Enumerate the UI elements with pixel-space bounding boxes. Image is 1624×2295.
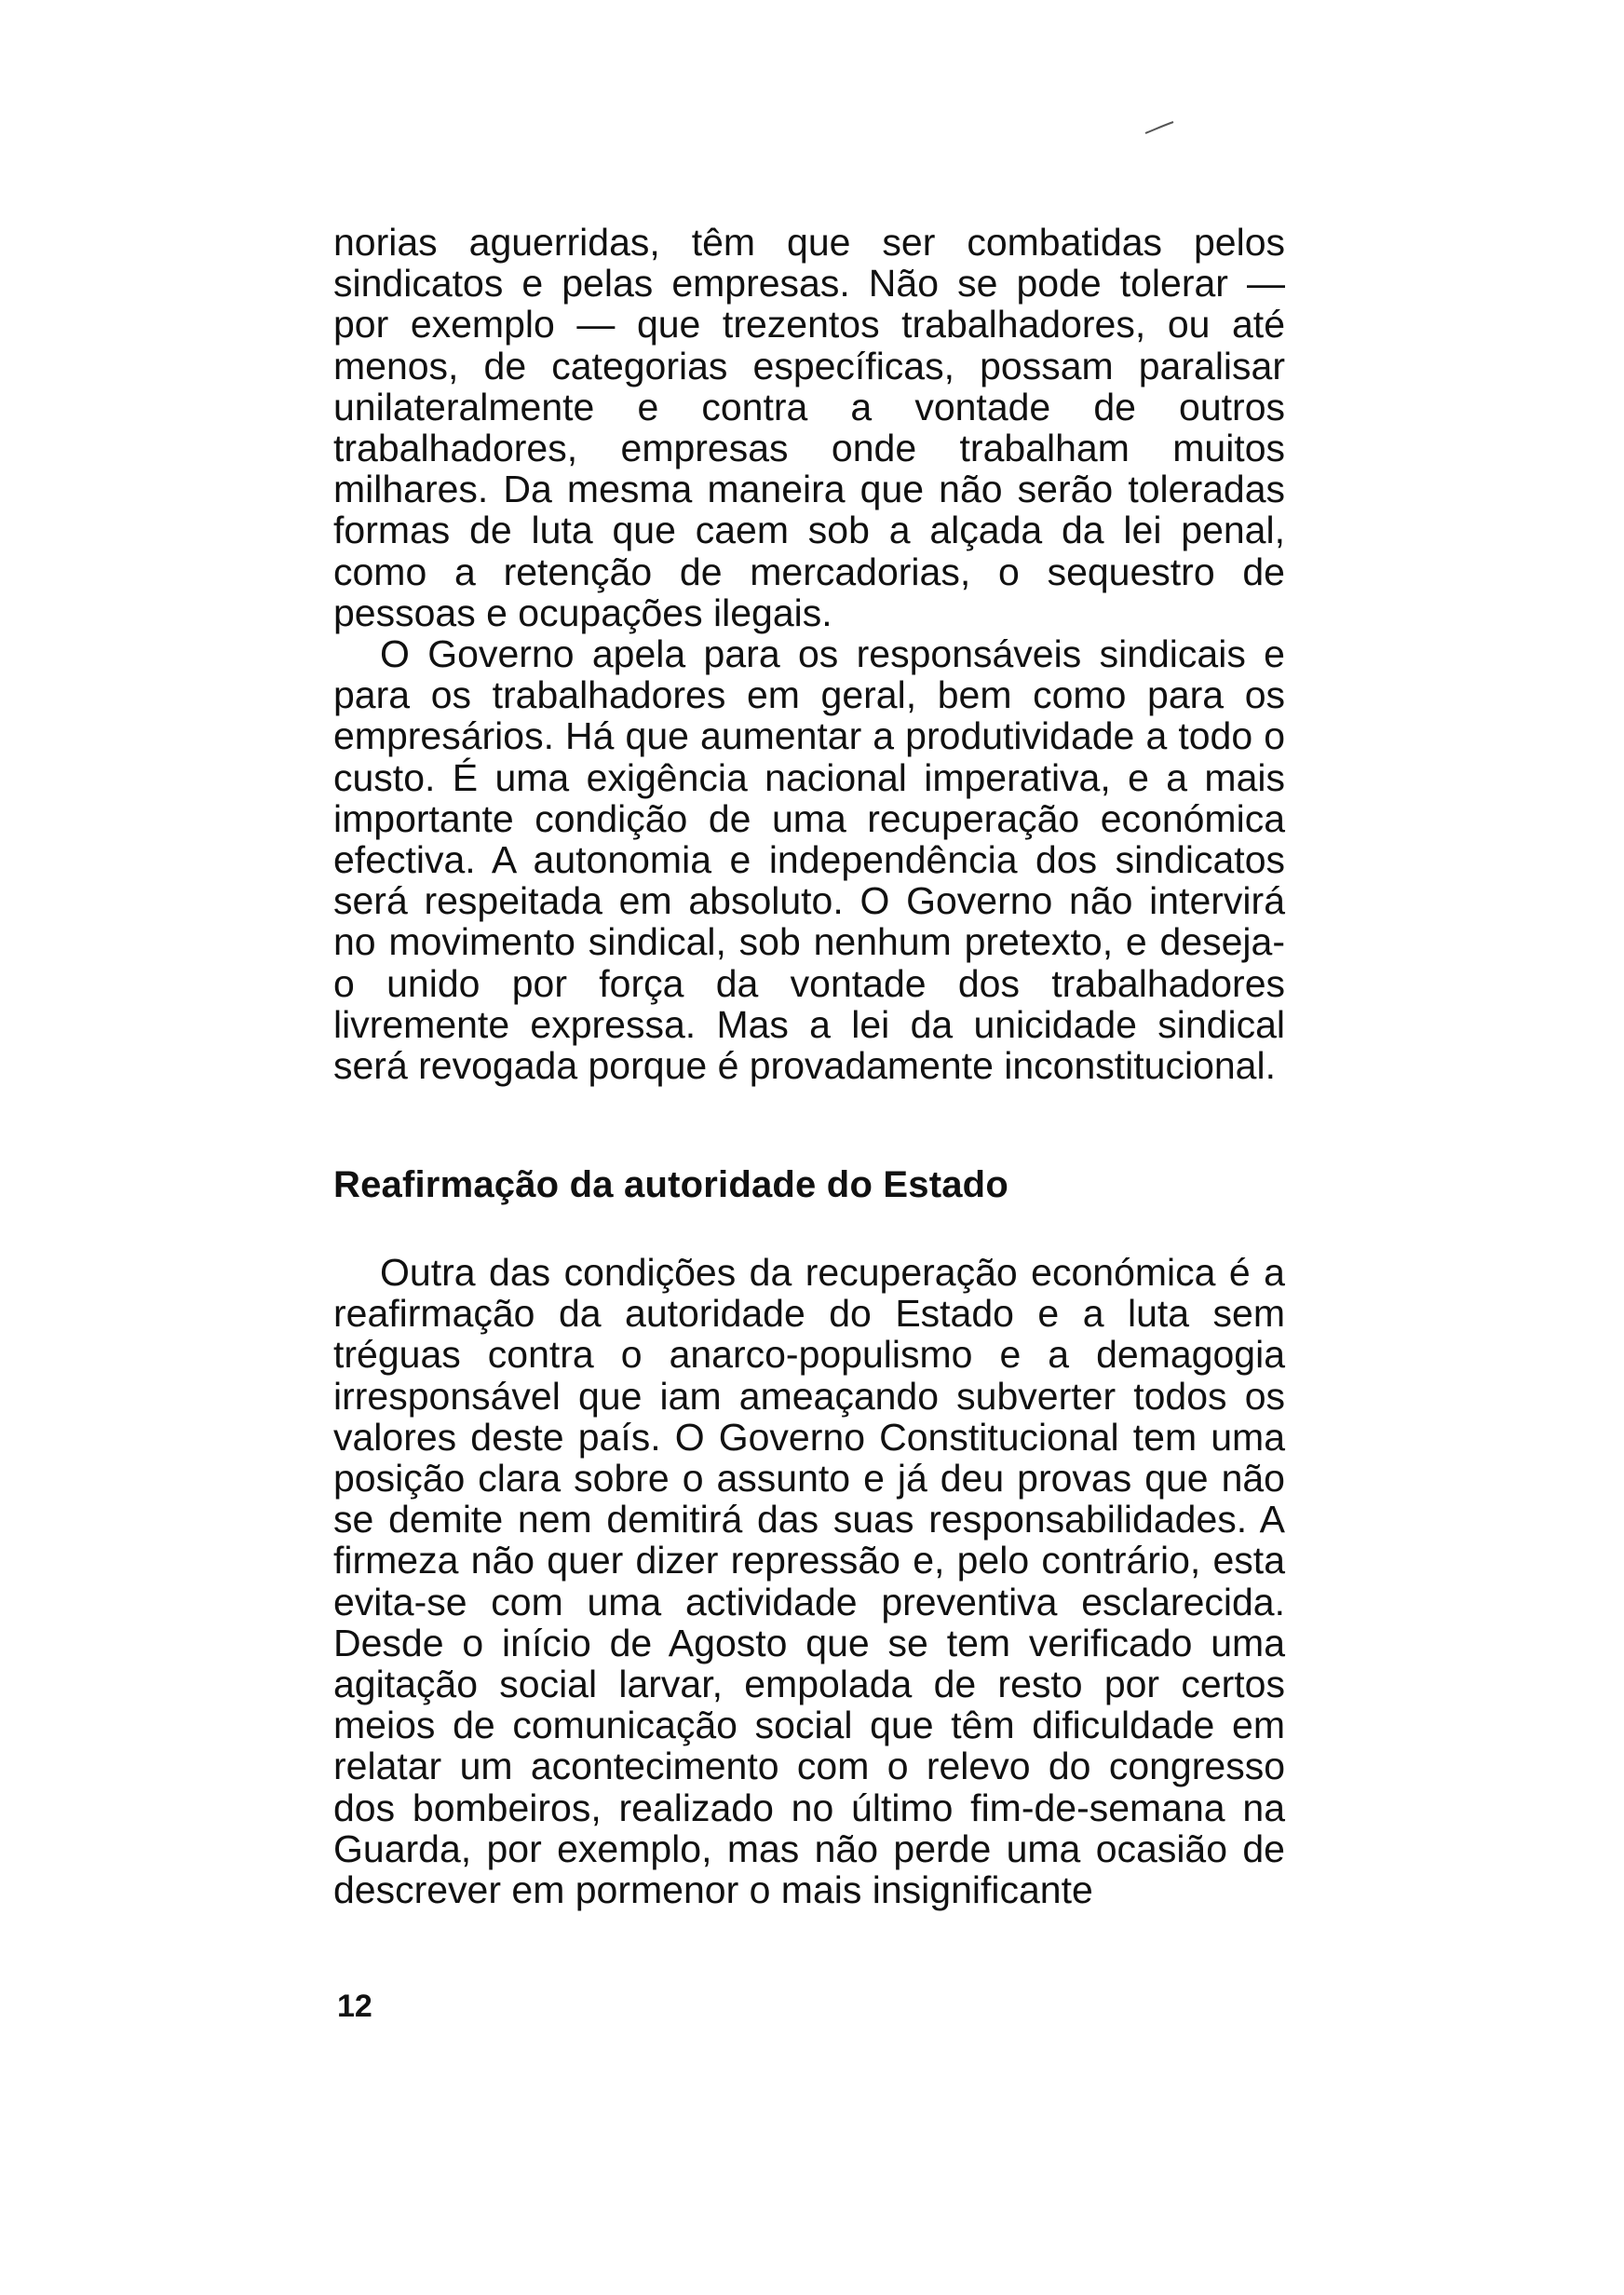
government-appeal-paragraph: O Governo apela para os responsáveis sindicais e para os trabalhadores em geral, bem como para os empresários. Há que aumentar a produtividade a todo o custo. É uma exigência nacional imperativa, e a mais importante condição de uma recuperação económica efectiva. A autonomia e independência dos sindicatos será respeitada em absoluto. O Governo não intervirá no movimento sindical, sob nenhum pretexto, e deseja-o unido por força da vontade dos trabalhadores livremente expressa. Mas a lei da unicidade sindical será revogada porque é provadamente inconstitucional. — [333, 632, 1285, 1088]
pencil-mark-icon — [1144, 119, 1175, 136]
page-number: 12 — [337, 1989, 372, 2024]
body-text-upper — [333, 222, 1285, 1086]
continued-paragraph: norias aguerridas, têm que ser combatidas pelos sindicatos e pelas empresas. Não se pode tolerar — por exemplo — que trezentos trabalhadores, ou até menos, de categorias específicas, possam paralisar unilateralmente e contra a vontade de outros trabalhadores, empresas onde trabalham muitos milhares. Da mesma maneira que não serão toleradas formas de luta que caem sob a alçada da lei penal, como a retenção de mercadorias, o sequestro de pessoas e ocupações ilegais. — [333, 221, 1285, 634]
body-text-lower — [333, 1252, 1285, 1910]
state-authority-paragraph: Outra das condições da recuperação económica é a reafirmação da autoridade do Estado e a luta sem tréguas contra o anarco-populismo e a demagogia irresponsável que iam ameaçando subverter todos os valores deste país. O Governo Constitucional tem uma posição clara sobre o assunto e já deu provas que não se demite nem demitirá das suas responsabilidades. A firmeza não quer dizer repressão e, pelo contrário, esta evita-se com uma actividade preventiva esclarecida. Desde o início de Agosto que se tem verificado uma agitação social larvar, empolada de resto por certos meios de comunicação social que têm dificuldade em relatar um acontecimento com o relevo do congresso dos bombeiros, realizado no último fim-de-semana na Guarda, por exemplo, mas não perde uma ocasião de descrever em pormenor o mais insignificante — [333, 1251, 1285, 1912]
section-heading: Reafirmação da autoridade do Estado — [333, 1164, 1008, 1205]
